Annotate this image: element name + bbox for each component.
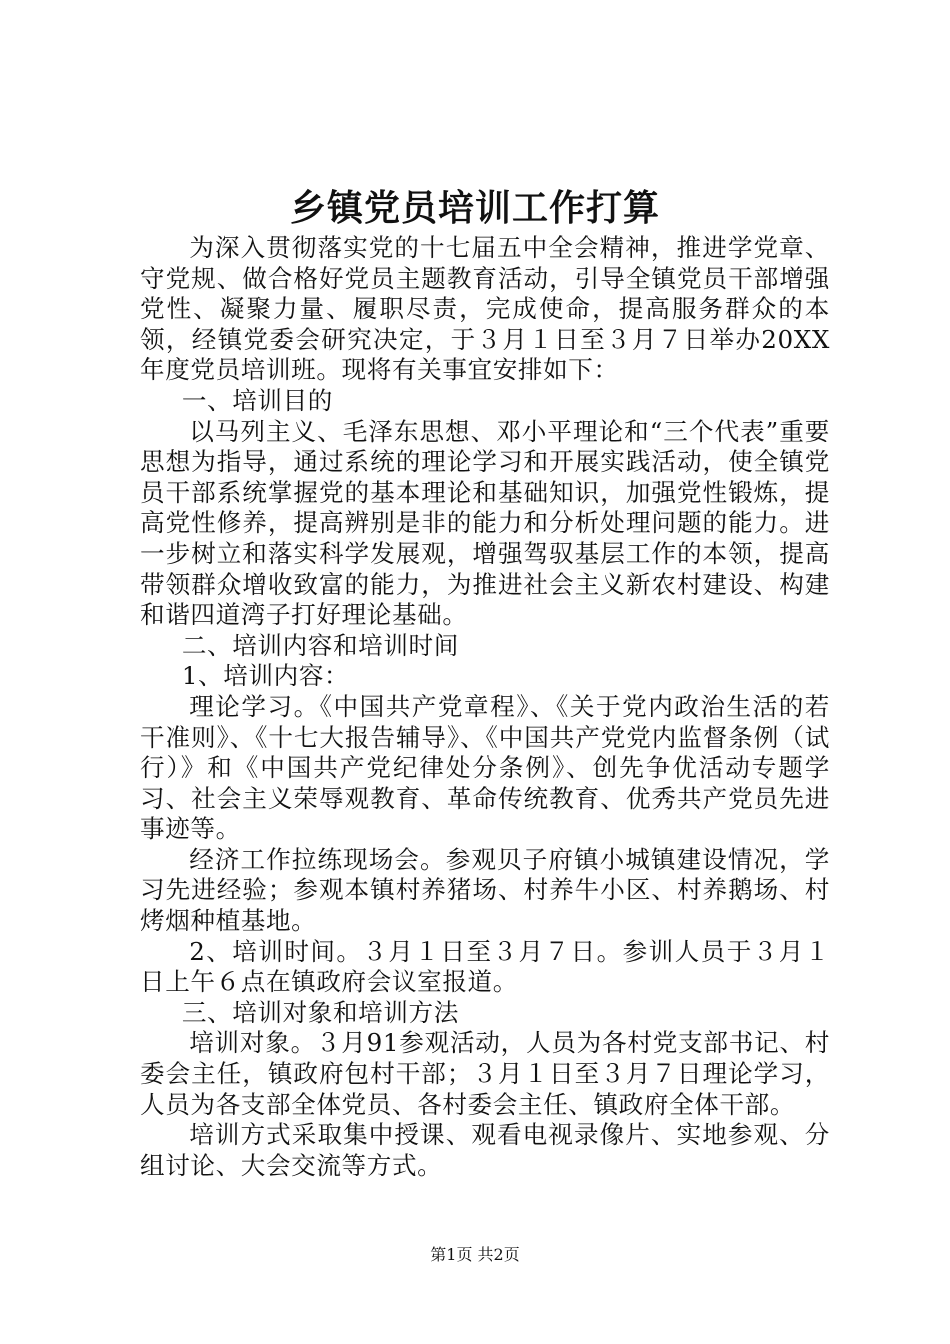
section-heading-purpose: 一、培训目的 bbox=[181, 385, 333, 415]
training-time-paragraph: 2、培训时间。３月１日至３月７日。参训人员于３月１日上午６点在镇政府会议室报道。 bbox=[140, 936, 830, 997]
subheading-content: 1、培训内容： bbox=[181, 661, 350, 691]
document-body bbox=[140, 233, 830, 1181]
methods-paragraph: 培训方式采取集中授课、观看电视录像片、实地参观、分组讨论、大会交流等方式。 bbox=[140, 1120, 830, 1180]
document-title: 乡镇党员培训工作打算 bbox=[289, 188, 660, 229]
targets-paragraph: 培训对象。３月91参观活动，人员为各村党支部书记、村委会主任，镇政府包村干部；３月１日至３月７日理论学习，人员为各支部全体党员、各村委会主任、镇政府全体干部。 bbox=[140, 1028, 830, 1119]
page-footer: 第1页 共2页 bbox=[430, 1245, 520, 1264]
purpose-paragraph: 以马列主义、毛泽东思想、邓小平理论和“三个代表”重要思想为指导，通过系统的理论学习和开展实践活动，使全镇党员干部系统掌握党的基本理论和基础知识，加强党性锻炼，提高党性修养，提高辨别是非的能力和分析处理问题的能力。进一步树立和落实科学发展观，增强驾驭基层工作的本领，提高带领群众增收致富的能力，为推进社会主义新农村建设、构建和谐四道湾子打好理论基础。 bbox=[140, 416, 830, 630]
theory-study-paragraph: 理论学习。《中国共产党章程》、《关于党内政治生活的若干准则》、《十七大报告辅导》、《中国共产党党内监督条例（试行）》和《中国共产党纪律处分条例》、创先争优活动专题学习、社会主义荣辱观教育、革命传统教育、优秀共产党员先进事迹等。 bbox=[140, 691, 830, 844]
intro-paragraph: 为深入贯彻落实党的十七届五中全会精神，推进学党章、守党规、做合格好党员主题教育活动，引导全镇党员干部增强党性、凝聚力量、履职尽责，完成使命，提高服务群众的本领，经镇党委会研究决定，于３月１日至３月７日举办20XX年度党员培训班。现将有关事宜安排如下： bbox=[140, 233, 830, 385]
field-visit-paragraph: 经济工作拉练现场会。参观贝子府镇小城镇建设情况，学习先进经验；参观本镇村养猪场、村养牛小区、村养鹅场、村烤烟种植基地。 bbox=[140, 844, 830, 936]
section-heading-content-time: 二、培训内容和培训时间 bbox=[181, 630, 459, 660]
section-heading-targets-methods: 三、培训对象和培训方法 bbox=[181, 997, 459, 1027]
